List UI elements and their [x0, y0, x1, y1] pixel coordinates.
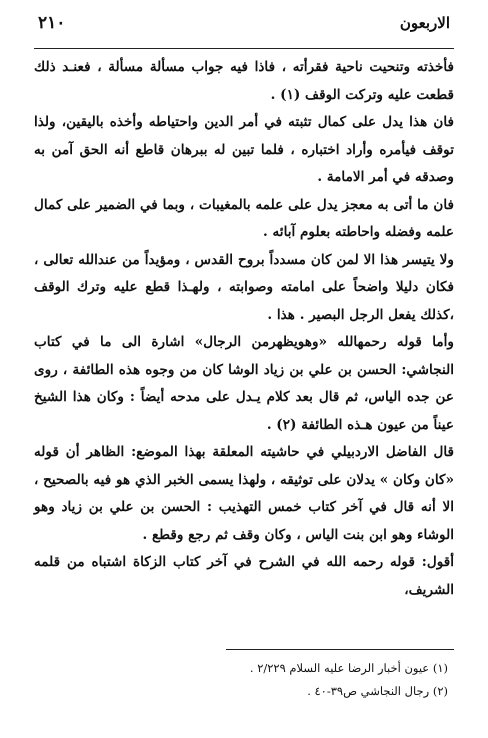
main-text	[34, 54, 454, 604]
footnote-rule	[226, 649, 454, 650]
paragraph: أقول: قوله رحمه الله في الشرح في آخر كتاب الزكاة اشتباه من قلمه الشريف،	[34, 554, 454, 598]
paragraph: قال الفاضل الاردبيلي في حاشيته المعلقة بهذا الموضع: الظاهر أن قوله «كان وكان » يدلان على توثيقه ، ولهذا يسمى الخبر الذي هو فيه بالصحيح ، الا أنه قال في آخر كتاب خمس التهذيب : الحسن بن علي بن زياد وهو الوشاء وهو ابن بنت الياس ، وكان وقف ثم رجع وقطع .	[34, 444, 454, 543]
paragraph: ولا يتيسر هذا الا لمن كان مسدداً بروح القدس ، ومؤيداً من عندالله تعالى ، فكان دليلا واضحاً على امامته وصوابته ، ولهـذا قطع عليه وترك الوقف ،كذلك يفعل الرجل البصير . هذا .	[34, 251, 454, 323]
page-number: ٢١٠	[38, 13, 66, 33]
page-header	[38, 10, 450, 36]
paragraph: فأخذته وتنحيت ناحية فقرأته ، فاذا فيه جواب مسألة مسألة ، فعنـد ذلك قطعت عليه وتركت الوقف (١) .	[34, 59, 454, 103]
header-rule	[34, 48, 454, 49]
paragraph: وأما قوله رحمهالله «وهويظهرمن الرجال» اشارة الى ما في كتاب النجاشي: الحسن بن علي بن زياد الوشا كان من وجوه هذه الطائفة ، روى عن جده الياس، ثم قال بعد كلام يـدل على مدحه أيضاً : وكان هذا الشيخ عيناً من عيون هـذه الطائفة (٢) .	[34, 334, 454, 433]
footnotes	[34, 657, 448, 703]
running-title: الاربعون	[399, 14, 450, 32]
footnote: (١) عيون أخبار الرضا عليه السلام ٢/٢٢٩ .	[249, 661, 448, 675]
paragraph: فان هذا يدل على كمال تثبته في أمر الدين واحتياطه وأخذه باليقين، ولذا توقف فيأمره وأراد اختباره ، فلما تبين له ببرهان قاطع أنه الحق آمن به وصدقه في أمر الامامة .	[34, 114, 454, 185]
paragraph: فان ما أتى به معجز يدل على علمه بالمغيبات ، وبما في الضمير على كمال علمه وفضله واحاطته بعلوم آبائه .	[34, 196, 454, 240]
footnote: (٢) رجال النجاشي ص٣٩-٤٠ .	[307, 684, 448, 698]
